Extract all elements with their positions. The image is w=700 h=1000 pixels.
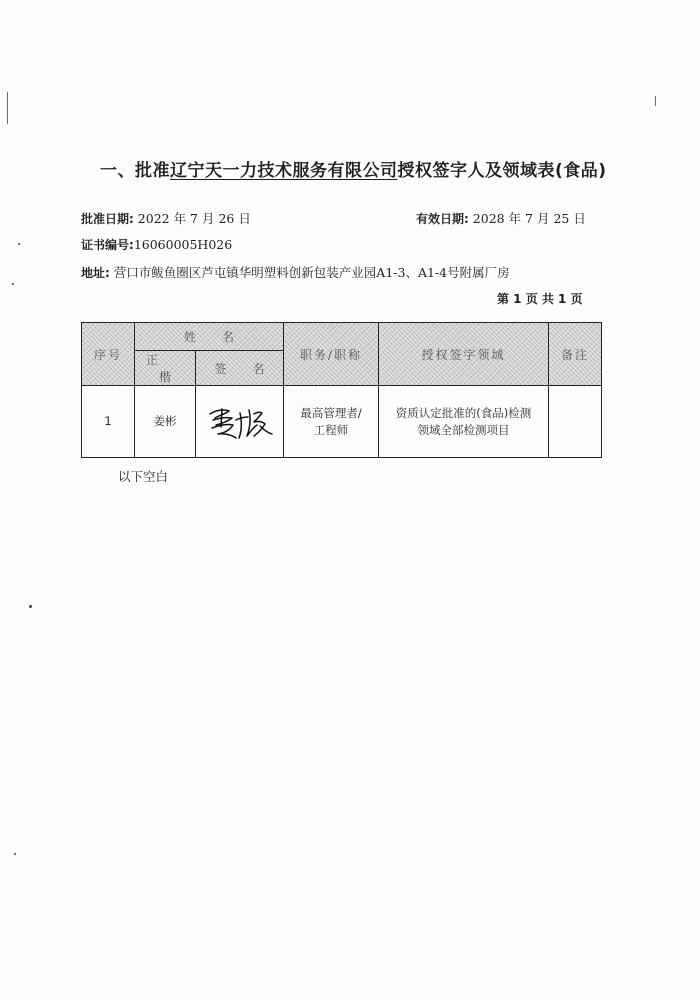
header-name-signature-text: 签名 [214, 361, 291, 376]
signature-image [196, 386, 284, 458]
valid-date-label: 有效日期: [416, 212, 469, 226]
organization-name: 辽宁天一力技术服务有限公司 [170, 161, 398, 181]
approval-date-value: 2022 年 7 月 26 日 [137, 211, 251, 226]
row-name: 姜彬 [135, 386, 196, 458]
address-label: 地址: [81, 266, 110, 280]
scan-mark [7, 92, 8, 124]
scan-speck [29, 605, 32, 608]
valid-date-value: 2028 年 7 月 25 日 [472, 211, 586, 226]
header-seq: 序号 [82, 323, 135, 386]
approval-date-label: 批准日期: [81, 212, 134, 226]
scan-speck [14, 853, 16, 855]
title-prefix: 一、批准 [100, 161, 170, 181]
row-position [284, 386, 379, 458]
header-name-print-text: 正楷 [145, 353, 197, 384]
header-domain: 授权签字领域 [379, 323, 549, 386]
row-domain-line1: 资质认定批准的(食品)检测 [395, 405, 532, 420]
header-name-print [135, 351, 196, 386]
header-name-text: 姓名 [184, 330, 261, 344]
cert-number [81, 236, 232, 253]
scan-speck [12, 283, 14, 285]
row-position-line1: 最高管理者/ [300, 405, 362, 420]
row-domain-line2: 领域全部检测项目 [417, 422, 510, 437]
cert-number-value: 16060005H026 [133, 237, 233, 252]
header-remarks: 备注 [549, 323, 602, 386]
page-indicator: 第 1 页 共 1 页 [497, 292, 583, 306]
row-seq: 1 [82, 386, 135, 458]
address-value: 营口市鲅鱼圈区芦屯镇华明塑料创新包装产业园A1-3、A1-4号附属厂房 [113, 265, 510, 280]
authorization-table [81, 322, 602, 458]
row-remarks [549, 386, 602, 458]
scan-speck [18, 243, 20, 245]
row-position-line2: 工程师 [313, 422, 349, 437]
title-suffix: 授权签字人及领域表(食品) [397, 161, 607, 181]
header-name [135, 323, 284, 351]
document-title [100, 156, 620, 181]
address [81, 263, 510, 281]
header-name-signature [196, 351, 291, 386]
header-position: 职务/职称 [284, 323, 379, 386]
handwritten-signature [202, 400, 278, 444]
row-domain [379, 386, 549, 458]
scan-mark [655, 96, 656, 106]
approval-date [81, 209, 251, 227]
cert-number-label: 证书编号: [81, 238, 134, 252]
below-blank-note: 以下空白 [118, 469, 169, 484]
valid-date [416, 209, 586, 227]
table-row [82, 386, 602, 458]
